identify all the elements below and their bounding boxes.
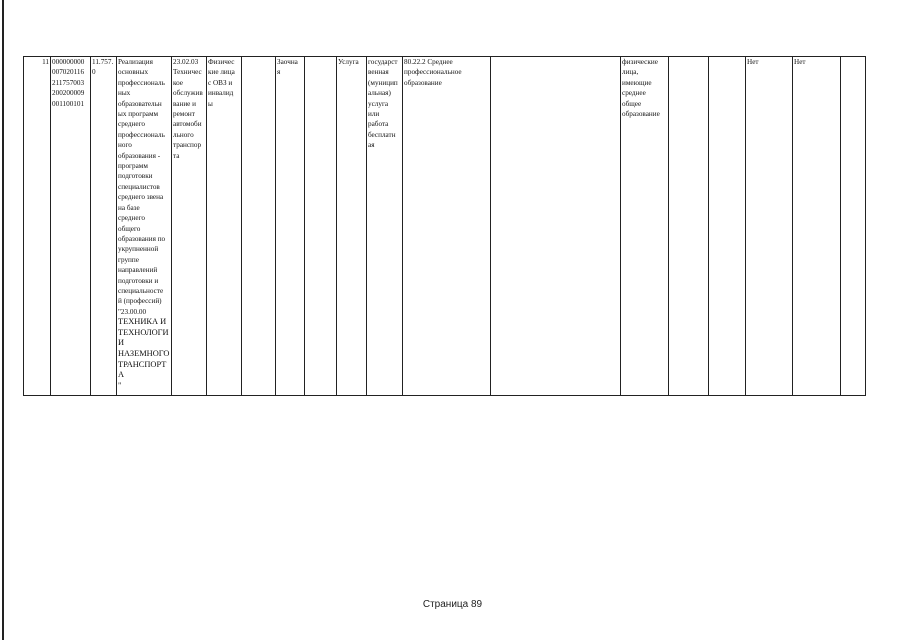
service-type-cell: Услуга bbox=[337, 57, 367, 396]
empty-cell bbox=[669, 57, 709, 396]
program-title-caps: ТЕХНИКА И ТЕХНОЛОГИ И НАЗЕМНОГО ТРАНСПОРТА " bbox=[118, 317, 170, 390]
left-margin-rule bbox=[2, 0, 4, 640]
service-status-cell: государст венная (муницип альная) услуга или работа бесплатн ая bbox=[367, 57, 403, 396]
okved-cell: 80.22.2 Среднее профессиональное образование bbox=[403, 57, 491, 396]
row-number-cell: 11 bbox=[24, 57, 51, 396]
page-number: Страница 89 bbox=[422, 599, 483, 610]
no-flag-cell: Нет bbox=[746, 57, 793, 396]
register-table bbox=[23, 56, 866, 396]
consumers-cell: Физичес кие лица с ОВЗ и инвалид ы bbox=[207, 57, 242, 396]
consumer-category-cell: физические лица, имеющие среднее общее образование bbox=[621, 57, 669, 396]
code-short-cell: 11.757. 0 bbox=[91, 57, 117, 396]
empty-cell bbox=[841, 57, 866, 396]
specialty-cell: 23.02.03 Техничес кое обслужив вание и ремонт автомоби льного транспор та bbox=[172, 57, 207, 396]
study-form-cell: Заочна я bbox=[276, 57, 305, 396]
program-title-cell bbox=[117, 57, 172, 396]
program-title: Реализация основных профессиональ ных образовательн ых программ среднего профессиональ ного образования - программ подготовки специалистов среднего звена на базе среднего общего образования по укрупненной группе направлений подготовки и специальносте й (профессий) "23.00.00 bbox=[118, 58, 166, 316]
registry-code-cell: 000000000 007020116 211757003 200200009 001100101 bbox=[51, 57, 91, 396]
empty-cell bbox=[491, 57, 621, 396]
empty-cell bbox=[305, 57, 337, 396]
empty-cell bbox=[242, 57, 276, 396]
table-row bbox=[24, 57, 866, 396]
empty-cell bbox=[709, 57, 746, 396]
no-flag-cell: Нет bbox=[793, 57, 841, 396]
